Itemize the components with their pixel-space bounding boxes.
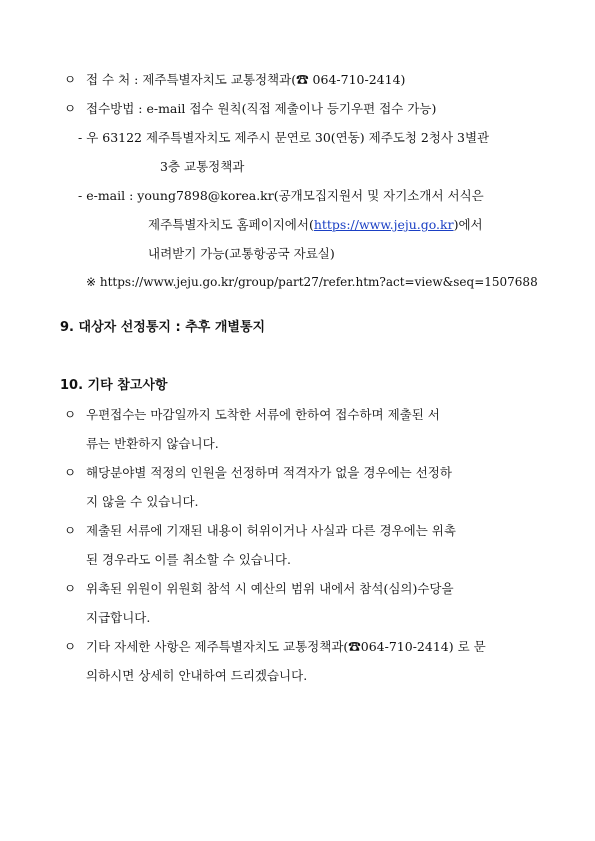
list-item-text: 제출된 서류에 기재된 내용이 허위이거나 사실과 다른 경우에는 위촉 [86, 523, 456, 538]
receive-place-line [64, 72, 405, 88]
bullet-mark: ㅇ [64, 523, 77, 538]
list-item [64, 523, 456, 539]
receive-method-text: 접수방법 : e-mail 접수 원칙(직접 제출이나 등기우편 접수 가능) [86, 101, 437, 116]
bullet-mark: ㅇ [64, 101, 77, 116]
email-line-2-prefix: 제주특별자치도 홈페이지에서( [148, 217, 314, 232]
section-10-heading: 10. 기타 참고사항 [60, 378, 168, 393]
postal-address-line-2: 3층 교통정책과 [160, 159, 245, 174]
list-item-text: 우편접수는 마감일까지 도착한 서류에 한하여 접수하며 제출된 서 [86, 407, 440, 422]
list-item-continuation: 지급합니다. [86, 610, 151, 625]
list-item [64, 639, 486, 655]
list-item [64, 407, 440, 423]
receive-place-text: 접 수 처 : 제주특별자치도 교통정책과(☎ 064-710-2414) [86, 72, 406, 87]
bullet-mark: ㅇ [64, 465, 77, 480]
list-item [64, 581, 454, 597]
bullet-mark: ㅇ [64, 581, 77, 596]
reference-url-note: ※ https://www.jeju.go.kr/group/part27/refer.htm?act=view&seq=1507688 [86, 275, 538, 289]
email-line-3: 내려받기 가능(교통항공국 자료실) [148, 246, 335, 261]
email-line-2 [148, 217, 483, 233]
list-item-continuation: 류는 반환하지 않습니다. [86, 436, 219, 451]
postal-address-line: - 우 63122 제주특별자치도 제주시 문연로 30(연동) 제주도청 2청사 3별관 [78, 130, 490, 145]
receive-method-line [64, 101, 436, 117]
list-item [64, 465, 452, 481]
bullet-mark: ㅇ [64, 639, 77, 654]
jeju-homepage-link[interactable]: https://www.jeju.go.kr [313, 217, 454, 232]
email-line-2-suffix: )에서 [453, 217, 483, 232]
bullet-mark: ㅇ [64, 72, 77, 87]
email-line: - e-mail : young7898@korea.kr(공개모집지원서 및 자기소개서 서식은 [78, 188, 484, 203]
list-item-text: 해당분야별 적정의 인원을 선정하며 적격자가 없을 경우에는 선정하 [86, 465, 452, 480]
list-item-continuation: 지 않을 수 있습니다. [86, 494, 199, 509]
bullet-mark: ㅇ [64, 407, 77, 422]
list-item-continuation: 의하시면 상세히 안내하여 드리겠습니다. [86, 668, 308, 683]
list-item-continuation: 된 경우라도 이를 취소할 수 있습니다. [86, 552, 291, 567]
list-item-text: 위촉된 위원이 위원회 참석 시 예산의 범위 내에서 참석(심의)수당을 [86, 581, 454, 596]
section-9-heading: 9. 대상자 선정통지 : 추후 개별통지 [60, 320, 266, 335]
list-item-text: 기타 자세한 사항은 제주특별자치도 교통정책과(☎064-710-2414) 로 문 [86, 639, 486, 654]
